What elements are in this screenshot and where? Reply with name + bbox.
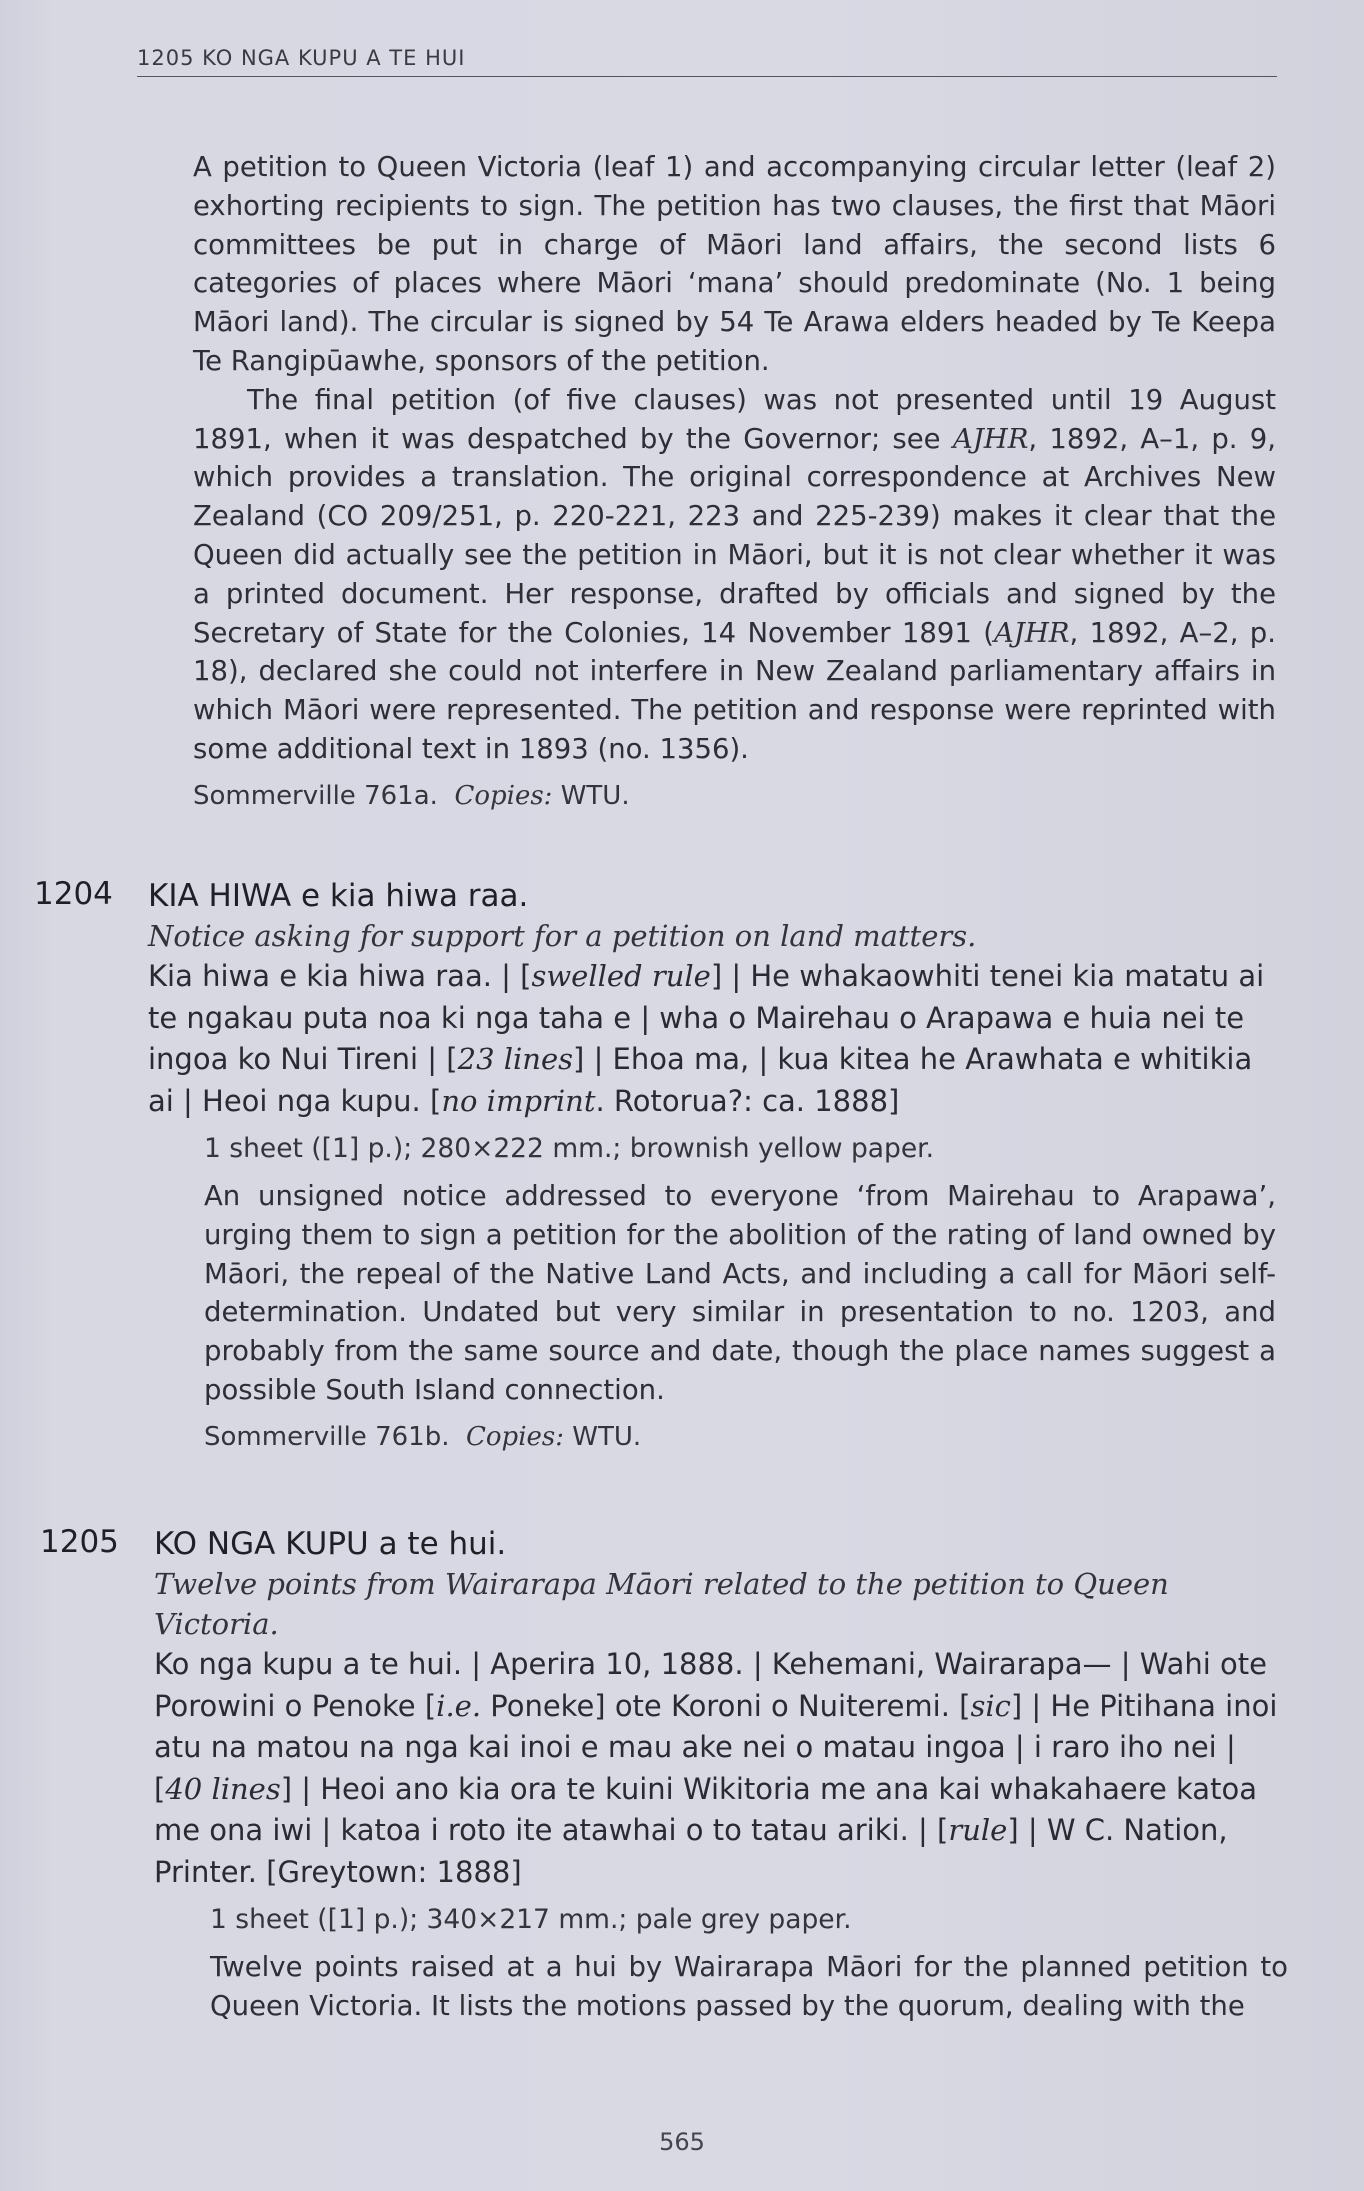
text-run: ] | He Pitihana inoi atu na matou na nga kai inoi e mau ake nei o matau ingoa | i raro iho nei | [	[154, 1688, 1278, 1806]
copies-value: WTU.	[572, 1421, 642, 1452]
copies-label: Copies:	[454, 780, 553, 811]
editorial-note: swelled rule	[531, 959, 711, 993]
text-run: , 1892, A–1, p. 9, which provides a translation. The original correspondence at Archives New Zealand (CO 209/251, p. 220-221, 223 and 225-239) makes it clear that the Queen did actually see the petition in Māori, but it is not clear whether it was a printed document. Her response, drafted by officials and signed by the Secretary of State for the Colonies, 14 November 1891 (	[193, 422, 1277, 649]
text-run: Kia hiwa e kia hiwa raa. | [	[148, 959, 532, 993]
text-run: Poneke] ote Koroni o Nuiteremi. [	[481, 1688, 971, 1723]
sommerville-ref: Sommerville 761b.	[204, 1421, 450, 1452]
entry-number-1204: 1204	[34, 876, 113, 912]
entry-1204-copies	[204, 1422, 1276, 1452]
citation-ajhr: AJHR	[993, 616, 1070, 649]
text-run: The final petition (of five clauses) was not presented until 19 August 1891, when it was despatched by the Governor; see	[193, 383, 1276, 455]
text-run: . Rotorua?: ca. 1888]	[595, 1083, 900, 1118]
editorial-note: 23 lines	[457, 1042, 574, 1076]
copies-value: WTU.	[560, 780, 630, 811]
entry-1205	[154, 1524, 1288, 2026]
editorial-note: no imprint	[441, 1083, 596, 1118]
entry-1205-physical-description: 1 sheet ([1] p.); 340×217 mm.; pale grey paper.	[210, 1904, 852, 1935]
entry-1203-copies	[193, 781, 1276, 811]
editorial-note: 40 lines	[165, 1771, 281, 1806]
page-number: 565	[659, 2128, 705, 2156]
entry-1203-paragraph-2	[193, 381, 1276, 769]
entry-1203-notes	[193, 148, 1276, 811]
entry-1204-transcription	[148, 956, 1276, 1122]
editorial-note: rule	[948, 1813, 1008, 1847]
entry-1203-paragraph-1: A petition to Queen Victoria (leaf 1) and accompanying circular letter (leaf 2) exhorting recipients to sign. The petition has two clauses, the first that Māori committees be put in charge of Māori land affairs, the second lists 6 categories of places where Māori ‘mana’ should predominate (No. 1 being Māori land). The circular is signed by 54 Te Arawa elders headed by Te Keepa Te Rangipūawhe, sponsors of the petition.	[193, 151, 1276, 377]
text-run: , 1892, A–2, p. 18), declared she could not interfere in New Zealand parliamentary affairs in which Māori were represented. The petition and response were reprinted with some additional text in 1893 (no. 1356).	[193, 616, 1276, 765]
entry-1204	[148, 876, 1276, 1452]
text-run: Ko nga kupu a te hui. | Aperira 10, 1888. | Kehemani, Wairarapa— | Wahi ote Porowini o Penoke [	[154, 1647, 1267, 1723]
editorial-note: i.e.	[436, 1688, 482, 1723]
editorial-note: sic	[970, 1688, 1011, 1723]
text-run: ] | W C. Nation, Printer. [Greytown: 1888]	[154, 1813, 1228, 1889]
running-head: 1205 KO NGA KUPU A TE HUI	[137, 46, 1277, 77]
entry-number-1205: 1205	[40, 1524, 119, 1560]
entry-1205-note: Twelve points raised at a hui by Wairarapa Māori for the planned petition to Queen Victoria. It lists the motions passed by the quorum, dealing with the	[210, 1951, 1288, 2022]
copies-label: Copies:	[466, 1421, 564, 1452]
text-run: ] | He whakaowhiti tenei kia matatu ai te ngakau puta noa ki nga taha e | wha o Mairehau o Arapawa e huia nei te ingoa ko Nui Tireni | [	[148, 959, 1265, 1076]
citation-ajhr: AJHR	[952, 422, 1029, 455]
entry-1204-physical-description: 1 sheet ([1] p.); 280×222 mm.; brownish yellow paper.	[204, 1133, 935, 1164]
entry-1205-description: Twelve points from Wairarapa Māori related to the petition to Queen Victoria.	[154, 1567, 1169, 1641]
sommerville-ref: Sommerville 761a.	[193, 780, 438, 811]
entry-1204-description: Notice asking for support for a petition on land matters.	[148, 919, 977, 953]
entry-1204-title: KIA HIWA e kia hiwa raa.	[148, 878, 529, 914]
entry-1205-title: KO NGA KUPU a te hui.	[154, 1526, 507, 1562]
entry-1205-transcription	[154, 1644, 1288, 1893]
text-run: ] | Heoi ano kia ora te kuini Wikitoria me ana kai whakahaere katoa me ona iwi | katoa i roto ite atawhai o to tatau ariki. | [	[154, 1771, 1257, 1847]
entry-1204-note: An unsigned notice addressed to everyone ‘from Mairehau to Arapawa’, urging them to sign a petition for the abolition of the rating of land owned by Māori, the repeal of the Native Land Acts, and including a call for Māori self-determination. Undated but very similar in presentation to no. 1203, and probably from the same source and date, though the place names suggest a possible South Island connection.	[204, 1180, 1276, 1406]
text-run: ] | Ehoa ma, | kua kitea he Arawhata e whitikia ai | Heoi nga kupu. [	[148, 1042, 1253, 1118]
